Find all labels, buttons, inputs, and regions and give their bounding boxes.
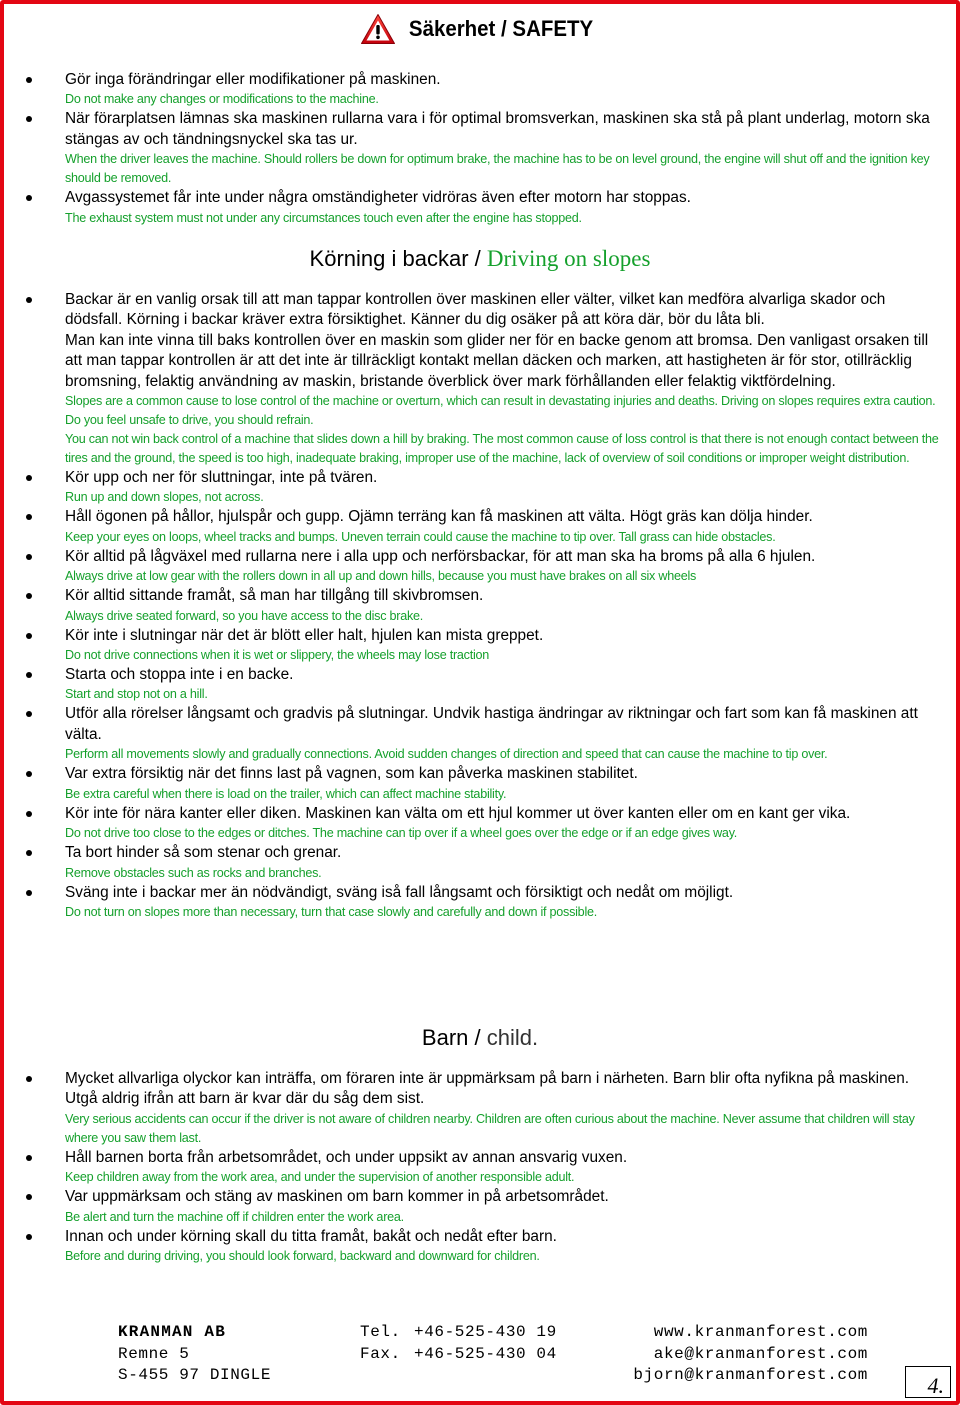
swedish-text: Kör alltid sittande framåt, så man har tillgång till skivbromsen. (65, 587, 484, 605)
phone-numbers (414, 1322, 557, 1365)
swedish-text: Kör alltid på lågväxel med rullarna nere i alla upp och nerförsbackar, för att man ska ha broms på alla 6 hjulen. (65, 547, 816, 565)
page-header (0, 11, 960, 47)
english-text: Keep your eyes on loops, wheel tracks and bumps. Uneven terrain could cause the machine to tip over. Tall grass can hide obstacles. (65, 529, 776, 544)
swedish-text: Kör inte i slutningar när det är blött eller halt, hjulen kan mista greppet. (65, 626, 544, 644)
list-item (20, 1148, 940, 1187)
english-text: Do not drive connections when it is wet or slippery, the wheels may lose traction (65, 648, 490, 663)
list-item (20, 843, 940, 882)
english-text: Before and during driving, you should look forward, backward and downward for children. (65, 1249, 540, 1264)
warning-triangle-icon (360, 13, 396, 45)
swedish-text: Ta bort hinder så som stenar och grenar. (65, 844, 342, 862)
swedish-text: Innan och under körning skall du titta framåt, bakåt och nedåt efter barn. (65, 1227, 557, 1245)
child-heading-sv: Barn (421, 1025, 469, 1050)
list-item (20, 764, 940, 803)
list-item (20, 507, 940, 546)
child-heading (0, 1024, 960, 1052)
list-item (20, 804, 940, 843)
address-block (118, 1322, 271, 1387)
slopes-section (20, 290, 940, 922)
english-text: Be extra careful when there is load on the trailer, which can affect machine stability. (65, 786, 507, 801)
english-text: Remove obstacles such as rocks and branches. (65, 865, 322, 880)
english-text: Slopes are a common cause to lose control of the machine or overturn, which can result in devastating injuries and deaths. Driving on slopes requires extra caution. Do you feel unsafe to drive, you should refrain. (65, 394, 936, 428)
swedish-text: När förarplatsen lämnas ska maskinen rullarna vara i för optimal bromsverkan, maskinen ska stå på plant underlag, motorn ska stängas av och tändningsnyckel ska tas ur. (65, 110, 930, 148)
english-text: Run up and down slopes, not across. (65, 490, 264, 505)
page-title: Säkerhet / SAFETY (408, 16, 594, 41)
swedish-text: Håll ögonen på hållor, hjulspår och gupp. Ojämn terräng kan få maskinen att välta. Högt gräs kan dölja hinder. (65, 508, 813, 526)
english-text: When the driver leaves the machine. Should rollers be down for optimum brake, the machine has to be on level ground, the engine will shut off and the ignition key should be removed. (65, 152, 930, 186)
english-text: Start and stop not on a hill. (65, 687, 208, 702)
list-item (20, 1187, 940, 1226)
english-text: Keep children away from the work area, and under the supervision of another responsible adult. (65, 1170, 575, 1185)
safety-list (20, 70, 940, 228)
list-item (20, 1069, 940, 1148)
english-text: Do not make any changes or modifications to the machine. (65, 92, 379, 107)
child-section (20, 1069, 940, 1266)
swedish-text: Kör upp och ner för sluttningar, inte på tvären. (65, 469, 378, 487)
english-text: The exhaust system must not under any circumstances touch even after the engine has stopped. (65, 210, 582, 225)
list-item (20, 290, 940, 468)
swedish-text: Avgassystemet får inte under några omständigheter vidröras även efter motorn har stoppas. (65, 189, 691, 207)
list-item (20, 586, 940, 625)
website-link[interactable]: www.kranmanforest.com (653, 1323, 868, 1341)
email-link[interactable]: ake@kranmanforest.com (653, 1344, 868, 1363)
child-heading-en: child. (486, 1025, 539, 1050)
fax-label: Fax. (360, 1344, 401, 1363)
page-number: 4. (905, 1366, 951, 1398)
list-item (20, 883, 940, 922)
heading-separator: / (468, 1025, 487, 1050)
slopes-heading-sv: Körning i backar (309, 246, 469, 271)
english-text: Do not turn on slopes more than necessary, turn that case slowly and carefully and down if possible. (65, 904, 597, 919)
list-item (20, 626, 940, 665)
swedish-text: Gör inga förändringar eller modifikationer på maskinen. (65, 71, 441, 88)
postal-address: S-455 97 DINGLE (118, 1366, 272, 1384)
slopes-heading (0, 245, 960, 273)
english-text: Perform all movements slowly and gradually connections. Avoid sudden changes of direction and speed that can cause the machine to tip over. (65, 747, 828, 762)
swedish-text: Mycket allvarliga olyckor kan inträffa, om föraren inte är uppmärksam på barn i närheten. Barn blir ofta nyfikna på maskinen. Utgå aldrig ifrån att barn är kvar där du såg dem sist. (65, 1070, 910, 1108)
english-text: Be alert and turn the machine off if children enter the work area. (65, 1209, 404, 1224)
swedish-text: Kör inte för nära kanter eller diken. Maskinen kan välta om ett hjul kommer ut över kanten eller om en kant ger vika. (65, 804, 851, 822)
english-text: Always drive at low gear with the rollers down in all up and down hills, because you must have brakes on all six wheels (65, 569, 697, 584)
company-name: KRANMAN AB (118, 1323, 227, 1341)
swedish-text: Starta och stoppa inte i en backe. (65, 666, 294, 684)
fax-number: +46-525-430 04 (414, 1344, 557, 1363)
contact-links (628, 1322, 868, 1387)
swedish-text: Sväng inte i backar mer än nödvändigt, sväng iså fall långsamt och försiktigt och nedåt om möjligt. (65, 883, 734, 901)
swedish-text: Backar är en vanlig orsak till att man tappar kontrollen över maskinen eller välter, vilket kan medföra alvarliga skador och dödsfall. Körning i backar kräver extra försiktighet. Känner du dig osäker på att köra där, bör du låta bli. (65, 291, 886, 329)
english-text: Very serious accidents can occur if the driver is not aware of children nearby. Children are often curious about the machine. Never assume that children will stay where you saw them last. (65, 1111, 915, 1145)
swedish-text: Utför alla rörelser långsamt och gradvis på slutningar. Undvik hastiga ändringar av riktningar och fart som kan få maskinen att välta. (65, 705, 918, 743)
tel-number: +46-525-430 19 (414, 1323, 557, 1341)
heading-separator: / (468, 246, 487, 271)
phone-labels (360, 1322, 401, 1365)
list-item (20, 188, 940, 227)
list-item (20, 109, 940, 188)
slopes-heading-en: Driving on slopes (486, 246, 651, 271)
safety-section (20, 70, 940, 228)
list-item (20, 468, 940, 507)
english-text: Always drive seated forward, so you have access to the disc brake. (65, 608, 423, 623)
page-footer (0, 1322, 960, 1392)
slopes-list (20, 290, 940, 922)
list-item (20, 547, 940, 586)
english-text: You can not win back control of a machine that slides down a hill by braking. The most common cause of loss control is that there is not enough contact between the tires and the ground, the speed is too high, inadequate braking, improper use of the machine, lack of overview of soil conditions or improper weight distribution. (65, 432, 939, 466)
list-item (20, 70, 940, 109)
street-address: Remne 5 (118, 1344, 190, 1363)
swedish-text: Var uppmärksam och stäng av maskinen om barn kommer in på arbetsområdet. (65, 1188, 609, 1206)
email-link[interactable]: bjorn@kranmanforest.com (633, 1366, 868, 1384)
english-text: Do not drive too close to the edges or ditches. The machine can tip over if a wheel goes over the edge or if an edge gives way. (65, 826, 738, 841)
tel-label: Tel. (360, 1323, 401, 1341)
list-item (20, 704, 940, 764)
swedish-text: Var extra försiktig när det finns last på vagnen, som kan påverka maskinen stabilitet. (65, 765, 638, 783)
swedish-text: Man kan inte vinna till baks kontrollen över en maskin som glider ner för en backe genom att bromsa. Den vanligast orsaken till att man tappar kontrollen är att det inte är tillräckligt kontakt mellan däcken och marken, att hastigheten är för stor, otillräcklig bromsning, felaktig användning av maskin, bristande överblick över mark förhållanden eller felaktig viktfördelning. (65, 331, 929, 390)
swedish-text: Håll barnen borta från arbetsområdet, och under uppsikt av annan ansvarig vuxen. (65, 1148, 628, 1166)
list-item (20, 1227, 940, 1266)
list-item (20, 665, 940, 704)
child-list (20, 1069, 940, 1266)
